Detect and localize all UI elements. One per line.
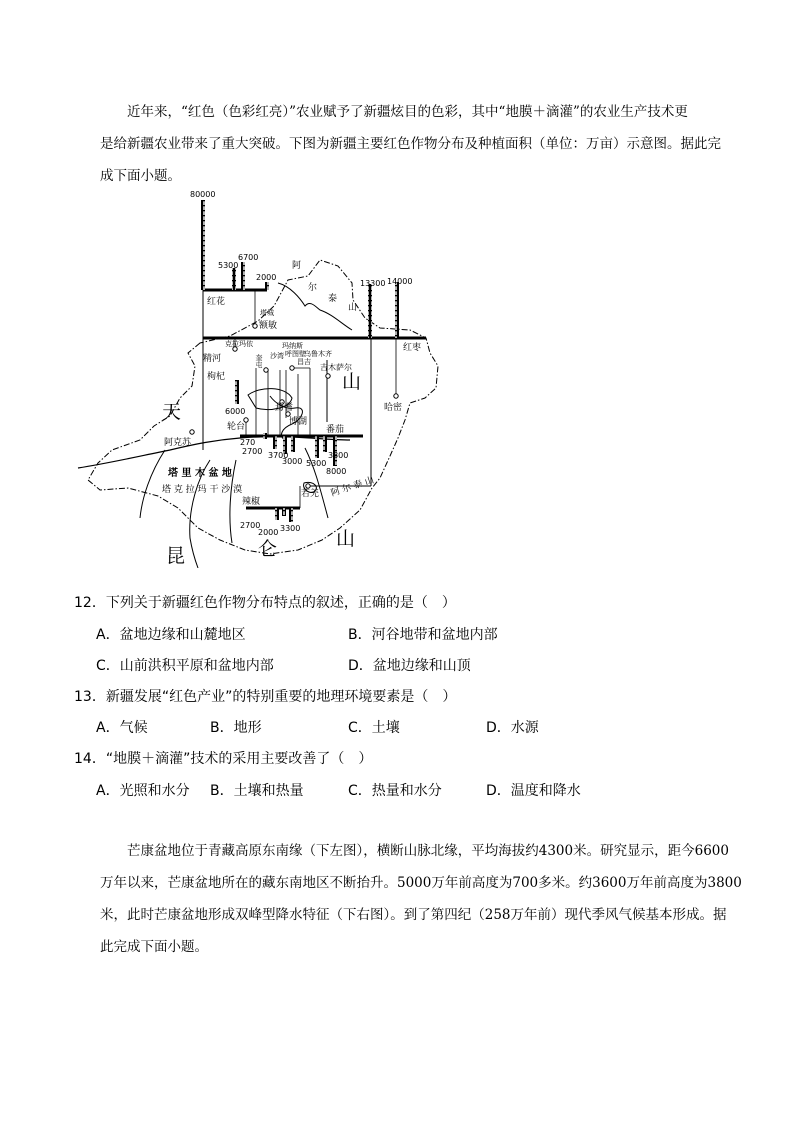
label-shawan: 沙湾: [270, 352, 284, 360]
q12-option-c[interactable]: C．山前洪积平原和盆地内部: [96, 658, 274, 674]
label-80000: 80000: [190, 190, 216, 199]
label-hongzao: 红枣: [403, 343, 422, 353]
intro-2-line-2: 万年以来，芒康盆地所在的藏东南地区不断抬升。5000万年前高度为700多米。约3600万年前高度为3800: [100, 875, 742, 891]
label-tai: 泰: [328, 294, 338, 304]
dot-akesu: [190, 430, 194, 434]
label-fanqie: 番茄: [326, 425, 345, 435]
bar-6700: [241, 262, 245, 290]
label-6700: 6700: [238, 253, 259, 262]
label-er: 尔: [308, 283, 318, 293]
intro-2-line-3: 米，此时芒康盆地形成双峰型降水特征（下右图）。到了第四纪（258万年前）现代季风气候基本形成。据: [100, 907, 727, 923]
label-jimusaer: 吉木萨尔: [320, 363, 352, 372]
label-akesu: 阿克苏: [164, 438, 192, 448]
dot-hami: [394, 394, 398, 398]
q14-option-b[interactable]: B．土壤和热量: [210, 783, 304, 799]
label-manas: 玛纳斯: [282, 342, 303, 350]
label-shan-tianshan: 山: [342, 371, 362, 393]
intro-paragraph-2: [100, 835, 742, 963]
bar-2000: [265, 282, 269, 290]
q13-option-a[interactable]: A．气候: [96, 720, 148, 736]
label-yanqi: 焉耆: [275, 403, 294, 413]
bar-270: [263, 433, 267, 439]
q13-option-c[interactable]: C．土壤: [348, 720, 400, 736]
q14-option-a[interactable]: A．光照和水分: [96, 783, 190, 799]
label-5300b: 5300: [306, 459, 327, 468]
label-lajiao: 辣椒: [242, 497, 261, 507]
intro-2-line-4: 此完成下面小题。: [100, 939, 208, 955]
question-13-stem: 13．新疆发展“红色产业”的特别重要的地理环境要素是（ ）: [74, 689, 457, 705]
bar-80000: [201, 200, 205, 290]
label-gouqi: 枸杞: [207, 372, 226, 382]
question-14-stem: 14．“地膜＋滴灌”技术的采用主要改善了（ ）: [74, 751, 373, 767]
intro-1-line-1: 近年来，“红色（色彩红亮）”农业赋予了新疆炫目的色彩，其中“地膜＋滴灌”的农业生产技术更: [127, 104, 688, 120]
label-lun: 仑: [258, 538, 278, 560]
label-tian: 天: [162, 401, 182, 423]
q12-option-b[interactable]: B．河谷地带和盆地内部: [348, 627, 498, 643]
label-kelamayi: 克拉玛依: [225, 340, 253, 348]
label-wulumuqi: 乌鲁木齐: [304, 350, 332, 358]
intro-paragraph-1: [100, 96, 722, 192]
bar-13300: [368, 284, 372, 338]
label-hutubi: 呼图壁: [285, 350, 306, 358]
label-2000: 2000: [256, 273, 277, 282]
label-2000b: 2000: [258, 528, 279, 537]
label-jinghe: 精河: [203, 354, 222, 364]
label-270: 270: [240, 438, 256, 447]
label-13300: 13300: [360, 279, 386, 288]
label-kuitun: 奎屯: [255, 354, 263, 368]
intro-1-line-3: 成下面小题。: [100, 168, 181, 184]
label-changji: 昌吉: [297, 358, 311, 366]
river-4: [140, 450, 165, 518]
label-honghua: 红花: [207, 297, 226, 307]
label-6000: 6000: [225, 407, 246, 416]
label-takla: 塔 克 拉 玛 干 沙 漠: [162, 485, 243, 495]
label-tarim: 塔 里 木 盆 地: [168, 468, 232, 479]
bar-5300: [232, 268, 236, 290]
label-ruoqiang: 若羌: [301, 489, 320, 499]
bar-2700: [273, 436, 277, 449]
label-2700: 2700: [242, 447, 263, 456]
question-12-stem: 12．下列关于新疆红色作物分布特点的叙述，正确的是（ ）: [74, 595, 456, 611]
dot-ruoqiang: [306, 484, 310, 488]
dot-jimusaer: [326, 374, 330, 378]
bar-3300: [323, 436, 327, 452]
bar-5300b: [315, 436, 319, 458]
dot-emin: [253, 324, 257, 328]
label-luntai: 轮台: [227, 422, 246, 432]
bar-3000: [291, 436, 295, 452]
bar-6000: [235, 380, 239, 404]
label-kun: 昆: [166, 545, 186, 567]
label-3300: 3300: [328, 451, 349, 460]
bar-lajiao-2: [282, 508, 286, 516]
dot-changji: [290, 366, 294, 370]
q13-option-b[interactable]: B．地形: [210, 720, 262, 736]
label-hami: 哈密: [384, 403, 403, 413]
q14-option-c[interactable]: C．热量和水分: [348, 783, 442, 799]
label-altun: 阿 尔 泰 山: [329, 475, 376, 499]
label-bohu: 博湖: [289, 417, 308, 427]
label-shan-kunlun: 山: [336, 528, 356, 550]
q12-option-a[interactable]: A．盆地边缘和山麓地区: [96, 627, 246, 643]
label-3300b: 3300: [280, 524, 301, 533]
label-3700: 3700: [268, 451, 289, 460]
bar-14000: [395, 282, 399, 338]
intro-2-line-1: 芒康盆地位于青藏高原东南缘（下左图），横断山脉北缘，平均海拔约4300米。研究显示，距今6600: [127, 843, 729, 859]
label-5300: 5300: [218, 261, 239, 270]
dot-hutubi: [264, 368, 268, 372]
label-2700b: 2700: [240, 521, 261, 530]
bar-lajiao-3: [289, 508, 293, 522]
label-14000: 14000: [387, 277, 413, 286]
label-tacheng: 塔城: [260, 309, 274, 317]
label-3000: 3000: [282, 457, 303, 466]
q13-option-d[interactable]: D．水源: [486, 720, 539, 736]
label-shan: 山: [348, 303, 358, 313]
intro-1-line-2: 是给新疆农业带来了重大突破。下图为新疆主要红色作物分布及种植面积（单位：万亩）示意图。据此完: [100, 136, 721, 152]
bar-lajiao-1: [275, 508, 279, 520]
label-a: 阿: [292, 261, 302, 271]
q14-option-d[interactable]: D．温度和降水: [486, 783, 581, 799]
xinjiang-red-crops-map: [70, 188, 450, 568]
q12-option-d[interactable]: D．盆地边缘和山顶: [348, 658, 471, 674]
label-emin: 额敏: [259, 321, 278, 331]
label-8000: 8000: [326, 467, 347, 476]
